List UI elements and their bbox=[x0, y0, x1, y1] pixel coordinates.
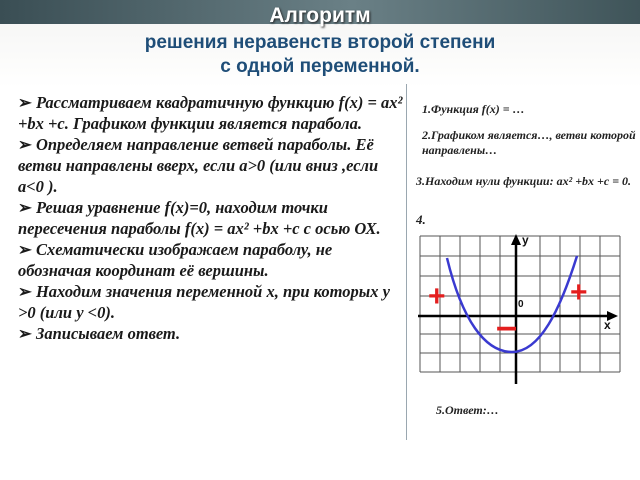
arrow-bullet-icon: ➢ bbox=[18, 240, 32, 259]
arrow-bullet-icon: ➢ bbox=[18, 198, 32, 217]
right-step-1: 1.Функция f(x) = … bbox=[422, 102, 525, 116]
step-text: Схематически изображаем параболу, не обозначая координат её вершины. bbox=[18, 240, 333, 280]
page-subtitle-line-2: с одной переменной. bbox=[220, 56, 420, 77]
plus-sign-left: + bbox=[428, 280, 446, 313]
step-text: Находим значения переменной x, при которых y >0 (или y <0). bbox=[18, 282, 390, 322]
right-step-3: 3.Находим нули функции: ax² +bx +c = 0. bbox=[416, 174, 632, 188]
x-axis-label: x bbox=[604, 318, 611, 332]
y-axis-label: y bbox=[522, 233, 529, 247]
arrow-bullet-icon: ➢ bbox=[18, 324, 32, 343]
right-step-2: 2.Графиком является…, ветви которой направлены… bbox=[422, 128, 636, 157]
arrow-bullet-icon: ➢ bbox=[18, 135, 32, 154]
minus-sign: – bbox=[496, 306, 518, 348]
step-text: Записываем ответ. bbox=[35, 324, 181, 343]
step-text: Решая уравнение f(x)=0, находим точки пересечения параболы f(x) = ax² +bx +c с осью ОХ. bbox=[18, 198, 381, 238]
arrow-bullet-icon: ➢ bbox=[18, 282, 32, 301]
right-step-5: 5.Ответ:… bbox=[436, 403, 499, 417]
arrow-bullet-icon: ➢ bbox=[18, 93, 32, 112]
step-text: Определяем направление ветвей параболы. Её ветви направлены вверх, если a>0 (или вниз ,если a<0 ). bbox=[18, 135, 379, 196]
right-step-4: 4. bbox=[416, 212, 426, 227]
origin-label: 0 bbox=[518, 299, 524, 310]
step-text: Рассматриваем квадратичную функцию f(x) = ax² +bx +c. Графиком функции является парабола. bbox=[18, 93, 403, 133]
page-subtitle-line-1: решения неравенств второй степени bbox=[144, 32, 496, 53]
plus-sign-right: + bbox=[570, 276, 588, 309]
page-title: Алгоритм bbox=[269, 4, 371, 27]
